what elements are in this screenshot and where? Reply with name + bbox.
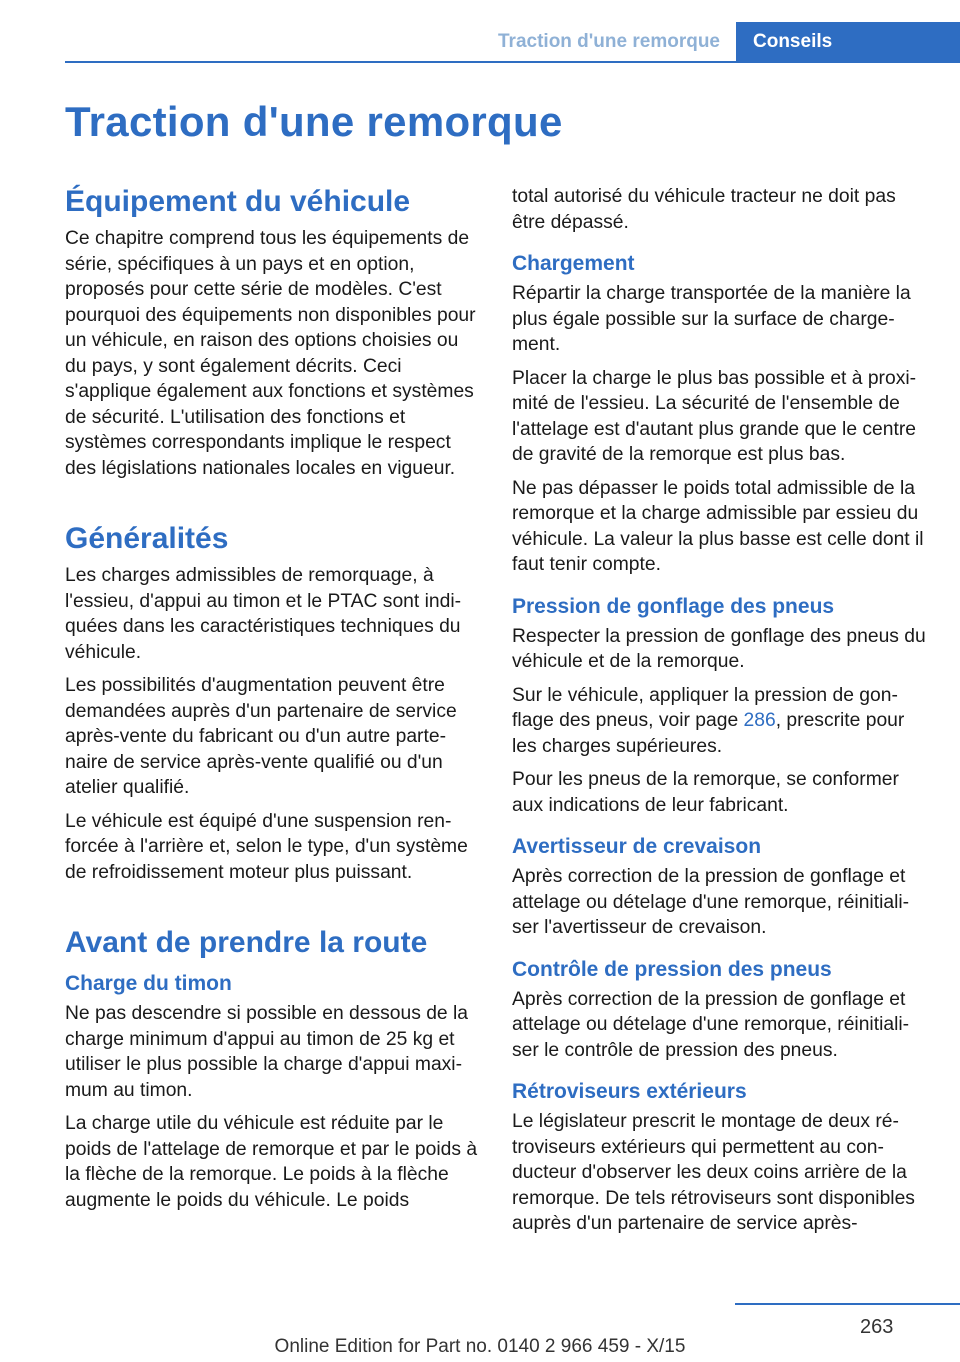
paragraph-pression-2 xyxy=(512,683,927,760)
page-reference-link[interactable]: 286 xyxy=(743,710,776,731)
paragraph-equipement: Ce chapitre comprend tous les équipements de série, spécifiques à un pays et en option, proposés pour cette série de modèles. C'est pourquoi des équipements non disponibles pour un véhicule, en raison des options choisies ou du pays, y sont également décrits. Ceci s'applique également aux fonctions et systèmes de sécurité. L'utilisation des fonctions et systèmes correspondants implique le respect des législations nationales locales en vigueur. xyxy=(65,228,476,479)
paragraph-crevaison: Après correction de la pression de gonflage et attelage ou dételage d'une remorque, réinitialiser l'avertisseur de crevaison. xyxy=(512,866,910,938)
footer-edition: Online Edition for Part no. 0140 2 966 459 - X/15 xyxy=(274,1336,686,1357)
heading-pression-gonflage: Pression de gonflage des pneus xyxy=(512,594,835,618)
paragraph-controle: Après correction de la pression de gonflage et attelage ou dételage d'une remorque, réinitialiser le contrôle de pression des pneus. xyxy=(512,988,910,1061)
paragraph-chargement-3: Ne pas dépasser le poids total admissible de la remorque et la charge admissible par essieu du véhicule. La valeur la plus basse est celle dont il faut tenir compte. xyxy=(512,477,924,575)
paragraph-chargement-1: Répartir la charge transportée de la manière la plus égale possible sur la surface de chargement. xyxy=(512,283,911,355)
running-header xyxy=(65,22,960,62)
left-column xyxy=(65,184,480,1221)
paragraph-timon-2: La charge utile du véhicule est réduite par le poids de l'attelage de remorque et par le poids à la flèche de la remorque. Le poids à la flèche augmente le poids du véhicule. Le poids xyxy=(65,1113,478,1211)
heading-generalites: Généralités xyxy=(65,522,229,555)
paragraph-pression-3: Pour les pneus de la remorque, se conformer aux indications de leur fabricant. xyxy=(512,769,899,816)
heading-controle-pression: Contrôle de pression des pneus xyxy=(512,957,832,981)
header-divider xyxy=(65,61,960,63)
paragraph-timon-1: Ne pas descendre si possible en dessous de la charge minimum d'appui au timon de 25 kg et utiliser le plus possible la charge d'appui maximum au timon. xyxy=(65,1003,469,1101)
right-column xyxy=(512,184,927,1245)
paragraph-continued: total autorisé du véhicule tracteur ne doit pas être dépassé. xyxy=(512,186,896,233)
paragraph-generalites-3: Le véhicule est équipé d'une suspension renforcée à l'arrière et, selon le type, d'un système de refroidissement moteur plus puissant. xyxy=(65,810,468,883)
footer-divider xyxy=(735,1303,960,1305)
text-pression-after: , prescrite pour les charges supérieures. xyxy=(512,710,905,757)
paragraph-generalites-2: Les possibilités d'augmentation peuvent être demandées auprès d'un partenaire de service après-vente du fabricant ou d'un autre partenaire de service après-vente qualifié ou d'un atelier qualifié. xyxy=(65,675,457,798)
heading-chargement: Chargement xyxy=(512,252,635,275)
paragraph-retroviseurs: Le législateur prescrit le montage de deux rétroviseurs extérieurs qui permettent au conducteur d'observer les deux coins arrière de la remorque. De tels rétroviseurs sont disponibles auprès d'un partenaire de service après- xyxy=(512,1111,915,1234)
heading-avant-route: Avant de prendre la route xyxy=(65,926,428,959)
paragraph-chargement-2: Placer la charge le plus bas possible et à proximité de l'essieu. La sécurité de l'ensemble de l'attelage est d'autant plus grande que le centre de gravité de la remorque est plus bas. xyxy=(512,367,917,465)
text-pression-before: Sur le véhicule, appliquer la pression de gonflage des pneus, voir page xyxy=(512,684,898,731)
heading-avertisseur-crevaison: Avertisseur de crevaison xyxy=(512,835,762,858)
heading-charge-timon: Charge du timon xyxy=(65,972,232,995)
section-tab-conseils[interactable]: Conseils xyxy=(736,22,960,62)
page-number: 263 xyxy=(860,1316,894,1338)
page-title: Traction d'une remorque xyxy=(65,98,563,145)
heading-retroviseurs: Rétroviseurs extérieurs xyxy=(512,1080,747,1103)
paragraph-generalites-1: Les charges admissibles de remorquage, à l'essieu, d'appui au timon et le PTAC sont indiquées dans les caractéristiques techniques du véhicule. xyxy=(65,565,462,663)
breadcrumb[interactable]: Traction d'une remorque xyxy=(498,31,720,52)
paragraph-pression-1: Respecter la pression de gonflage des pneus du véhicule et de la remorque. xyxy=(512,625,926,672)
heading-equipement: Équipement du véhicule xyxy=(65,185,411,218)
